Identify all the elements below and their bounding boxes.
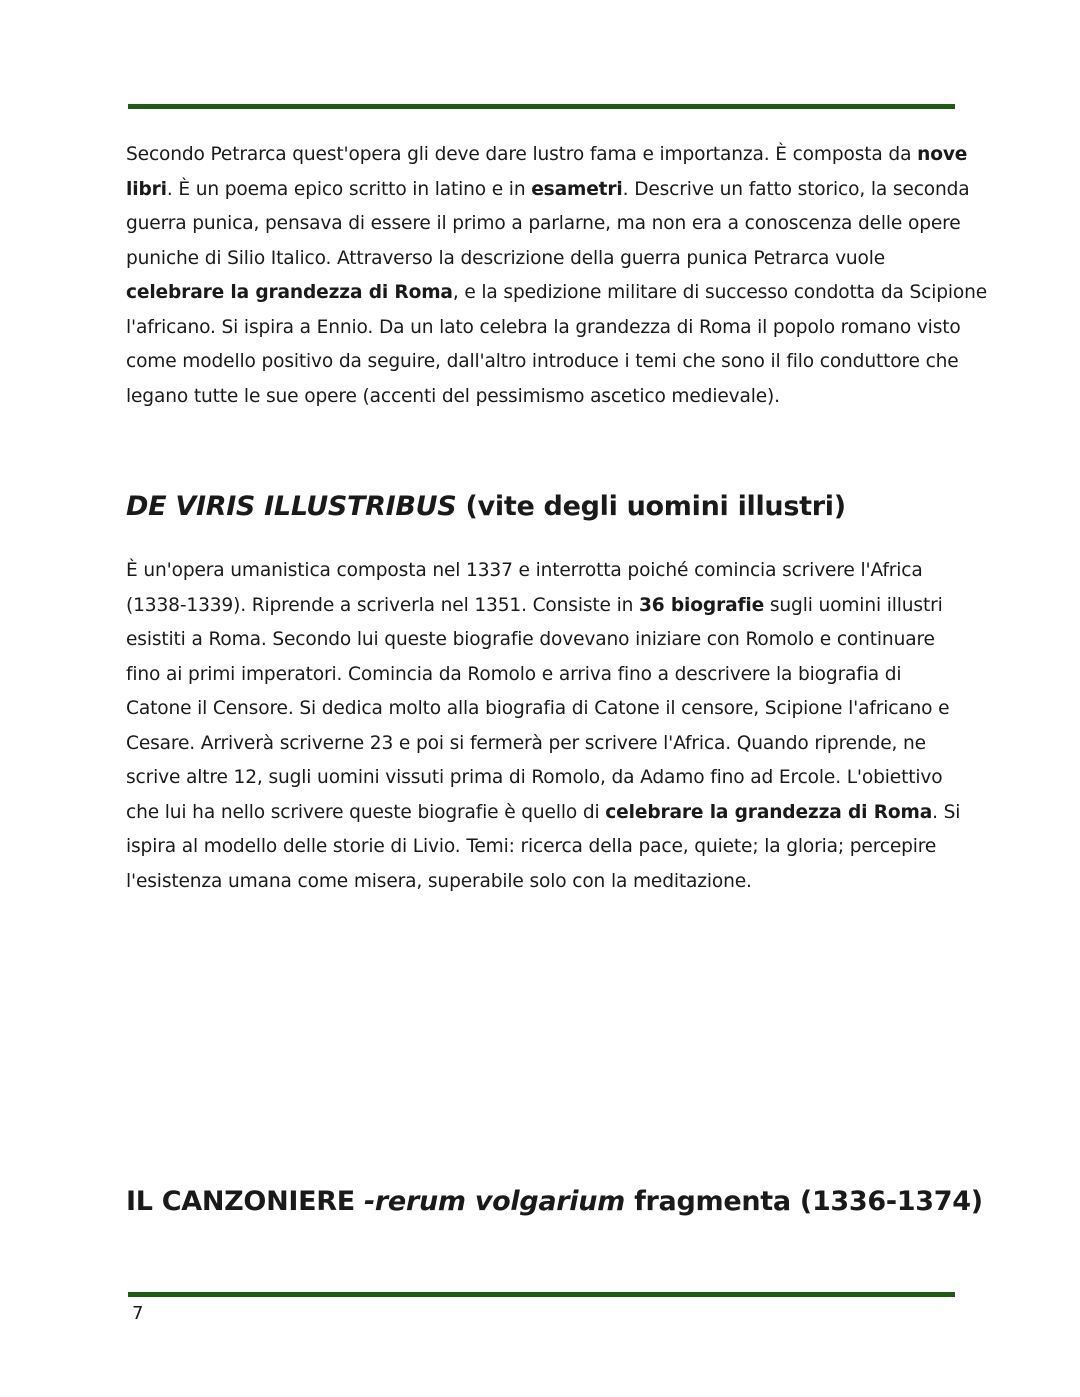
- text-line: (1338-1339). Riprende a scriverla nel 1351. Consiste in 36 biografie sugli uomini illustri: [126, 594, 943, 616]
- text-line: l'esistenza umana come misera, superabile solo con la meditazione.: [126, 870, 752, 892]
- heading-italic-title: -rerum volgarium: [364, 1186, 625, 1217]
- text-line: che lui ha nello scrivere queste biografie è quello di celebrare la grandezza di Roma. Si: [126, 801, 961, 823]
- page-number: 7: [132, 1303, 144, 1324]
- text-line: l'africano. Si ispira a Ennio. Da un lato celebra la grandezza di Roma il popolo romano visto: [126, 316, 961, 338]
- paragraph-africa: [126, 138, 988, 414]
- heading-italic-title: DE VIRIS ILLUSTRIBUS: [126, 491, 457, 522]
- text-line: come modello positivo da seguire, dall'altro introduce i temi che sono il filo conduttore che: [126, 351, 959, 372]
- text-line: celebrare la grandezza di Roma, e la spedizione militare di successo condotta da Scipione: [126, 282, 988, 303]
- section-heading-de-viris: [126, 491, 846, 522]
- text-line: Catone il Censore. Si dedica molto alla biografia di Catone il censore, Scipione l'africano e: [126, 698, 950, 719]
- text-line: libri. È un poema epico scritto in latino e in esametri. Descrive un fatto storico, la seconda: [126, 178, 970, 200]
- paragraph-de-viris: [126, 554, 961, 899]
- section-heading-canzoniere: IL CANZONIERE -rerum volgarium fragmenta (1336-1374): [126, 1186, 983, 1217]
- bottom-rule: [128, 1292, 955, 1297]
- text-line: ispira al modello delle storie di Livio. Temi: ricerca della pace, quiete; la gloria; percepire: [126, 836, 937, 857]
- text-line: Secondo Petrarca quest'opera gli deve dare lustro fama e importanza. È composta da nove: [126, 144, 968, 165]
- text-line: esistiti a Roma. Secondo lui queste biografie dovevano iniziare con Romolo e continuare: [126, 629, 935, 650]
- text-line: puniche di Silio Italico. Attraverso la descrizione della guerra punica Petrarca vuole: [126, 247, 886, 269]
- text-line: fino ai primi imperatori. Comincia da Romolo e arriva fino a descrivere la biografia di: [126, 663, 902, 685]
- text-line: guerra punica, pensava di essere il primo a parlarne, ma non era a conoscenza delle opere: [126, 213, 961, 234]
- text-line: È un'opera umanistica composta nel 1337 e interrotta poiché comincia scrivere l'Africa: [126, 560, 923, 581]
- text-line: scrive altre 12, sugli uomini vissuti prima di Romolo, da Adamo fino ad Ercole. L'obiettivo: [126, 767, 943, 788]
- top-rule: [128, 104, 955, 109]
- heading-subtitle: (vite degli uomini illustri): [456, 491, 846, 522]
- text-line: legano tutte le sue opere (accenti del pessimismo ascetico medievale).: [126, 385, 780, 407]
- text-line: Cesare. Arriverà scriverne 23 e poi si fermerà per scrivere l'Africa. Quando riprende, ne: [126, 732, 926, 754]
